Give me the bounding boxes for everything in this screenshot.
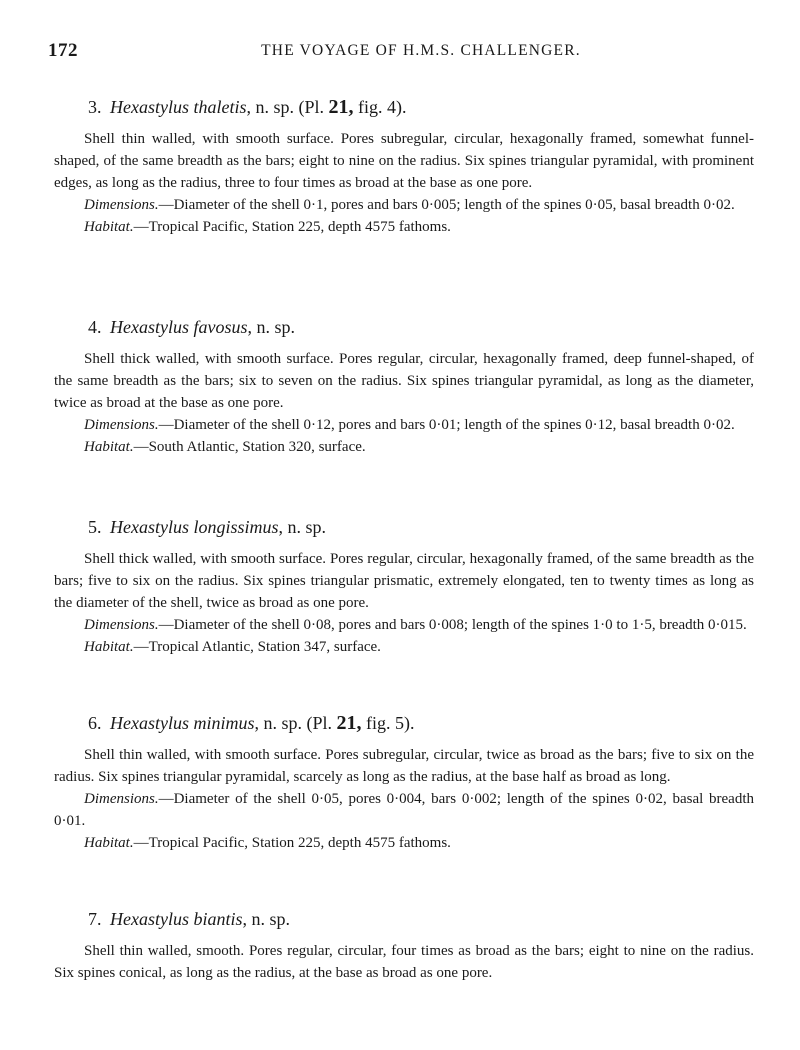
page-number: 172: [48, 40, 78, 61]
dimensions-label: Dimensions.: [84, 197, 159, 213]
species-name: Hexastylus biantis: [110, 909, 243, 929]
plate-ref-prefix: (Pl.: [306, 713, 333, 733]
new-species-mark: , n. sp.: [242, 909, 291, 929]
habitat-paragraph: [54, 832, 754, 854]
dimensions-label: Dimensions.: [84, 791, 159, 807]
habitat-label: Habitat.: [84, 439, 134, 455]
species-entry-5: [54, 516, 754, 658]
species-heading: [88, 908, 754, 930]
habitat-paragraph: [54, 636, 754, 658]
new-species-mark: , n. sp.: [247, 317, 295, 337]
species-description: Shell thick walled, with smooth surface. Pores regular, circular, hexagonally framed, of the same breadth as the bars; five to six on the radius. Six spines triangular prismatic, extremely elongated, ten to twenty times as long as the diameter of the shell, twice as broad as one pore.: [54, 551, 754, 611]
species-number: 4.: [88, 317, 102, 337]
plate-number: 21,: [328, 96, 354, 118]
plate-ref-prefix: (Pl.: [298, 97, 325, 117]
habitat-label: Habitat.: [84, 835, 134, 851]
species-number: 3.: [88, 97, 102, 117]
dimensions-paragraph: [54, 414, 754, 436]
dimensions-text: —Diameter of the shell 0·1, pores and bars 0·005; length of the spines 0·05, basal breadth 0·02.: [158, 197, 735, 213]
habitat-text: —Tropical Pacific, Station 225, depth 4575 fathoms.: [133, 835, 451, 851]
species-description: Shell thin walled, smooth. Pores regular, circular, four times as broad as the bars; eight to nine on the radius. Six spines conical, as long as the radius, at the base as broad as one pore.: [54, 943, 754, 981]
running-title: THE VOYAGE OF H.M.S. CHALLENGER.: [261, 42, 581, 59]
species-entry-4: [54, 316, 754, 458]
species-heading: [88, 96, 754, 118]
species-description: Shell thin walled, with smooth surface. Pores subregular, circular, twice as broad as the bars; five to six on the radius. Six spines triangular pyramidal, scarcely as long as the radius, at the base half as broad as long.: [54, 747, 754, 785]
new-species-mark: , n. sp.: [246, 97, 294, 117]
species-name: Hexastylus thaletis: [110, 97, 247, 117]
species-entry-7: [54, 908, 754, 984]
new-species-mark: , n. sp.: [254, 713, 302, 733]
dimensions-label: Dimensions.: [84, 417, 159, 433]
species-name: Hexastylus longissimus: [110, 517, 279, 537]
habitat-paragraph: [54, 216, 754, 238]
dimensions-text: —Diameter of the shell 0·05, pores 0·004, bars 0·002; length of the spines 0·02, basal breadth 0·01.: [54, 791, 754, 829]
species-name: Hexastylus favosus: [110, 317, 248, 337]
species-number: 7.: [88, 909, 102, 929]
dimensions-paragraph: [54, 788, 754, 832]
species-heading: [88, 316, 754, 338]
species-heading: [88, 712, 754, 734]
species-number: 6.: [88, 713, 102, 733]
species-heading: [88, 516, 754, 538]
habitat-label: Habitat.: [84, 639, 134, 655]
running-header: [48, 40, 754, 64]
species-number: 5.: [88, 517, 102, 537]
plate-figure: fig. 4).: [358, 97, 407, 117]
species-description: Shell thick walled, with smooth surface. Pores regular, circular, hexagonally framed, deep funnel-shaped, of the same breadth as the bars; six to seven on the radius. Six spines triangular pyramidal, as long as the diameter, twice as broad at the base as one pore.: [54, 351, 754, 411]
habitat-label: Habitat.: [84, 219, 134, 235]
species-name: Hexastylus minimus: [110, 713, 255, 733]
habitat-text: —Tropical Atlantic, Station 347, surface.: [133, 639, 381, 655]
dimensions-text: —Diameter of the shell 0·08, pores and bars 0·008; length of the spines 1·0 to 1·5, breadth 0·015.: [158, 617, 747, 633]
habitat-text: —South Atlantic, Station 320, surface.: [133, 439, 366, 455]
new-species-mark: , n. sp.: [278, 517, 327, 537]
habitat-text: —Tropical Pacific, Station 225, depth 4575 fathoms.: [133, 219, 451, 235]
plate-figure: fig. 5).: [366, 713, 415, 733]
habitat-paragraph: [54, 436, 754, 458]
dimensions-paragraph: [54, 194, 754, 216]
plate-number: 21,: [336, 712, 362, 734]
species-entry-3: [54, 96, 754, 238]
species-description: Shell thin walled, with smooth surface. Pores subregular, circular, hexagonally framed, somewhat funnel-shaped, of the same breadth as the bars; eight to nine on the radius. Six spines triangular pyramidal, with prominent edges, as long as the radius, three to four times as broad at the base as one pore.: [54, 131, 754, 191]
dimensions-label: Dimensions.: [84, 617, 159, 633]
dimensions-text: —Diameter of the shell 0·12, pores and bars 0·01; length of the spines 0·12, basal breadth 0·02.: [158, 417, 735, 433]
dimensions-paragraph: [54, 614, 754, 636]
species-entry-6: [54, 712, 754, 854]
